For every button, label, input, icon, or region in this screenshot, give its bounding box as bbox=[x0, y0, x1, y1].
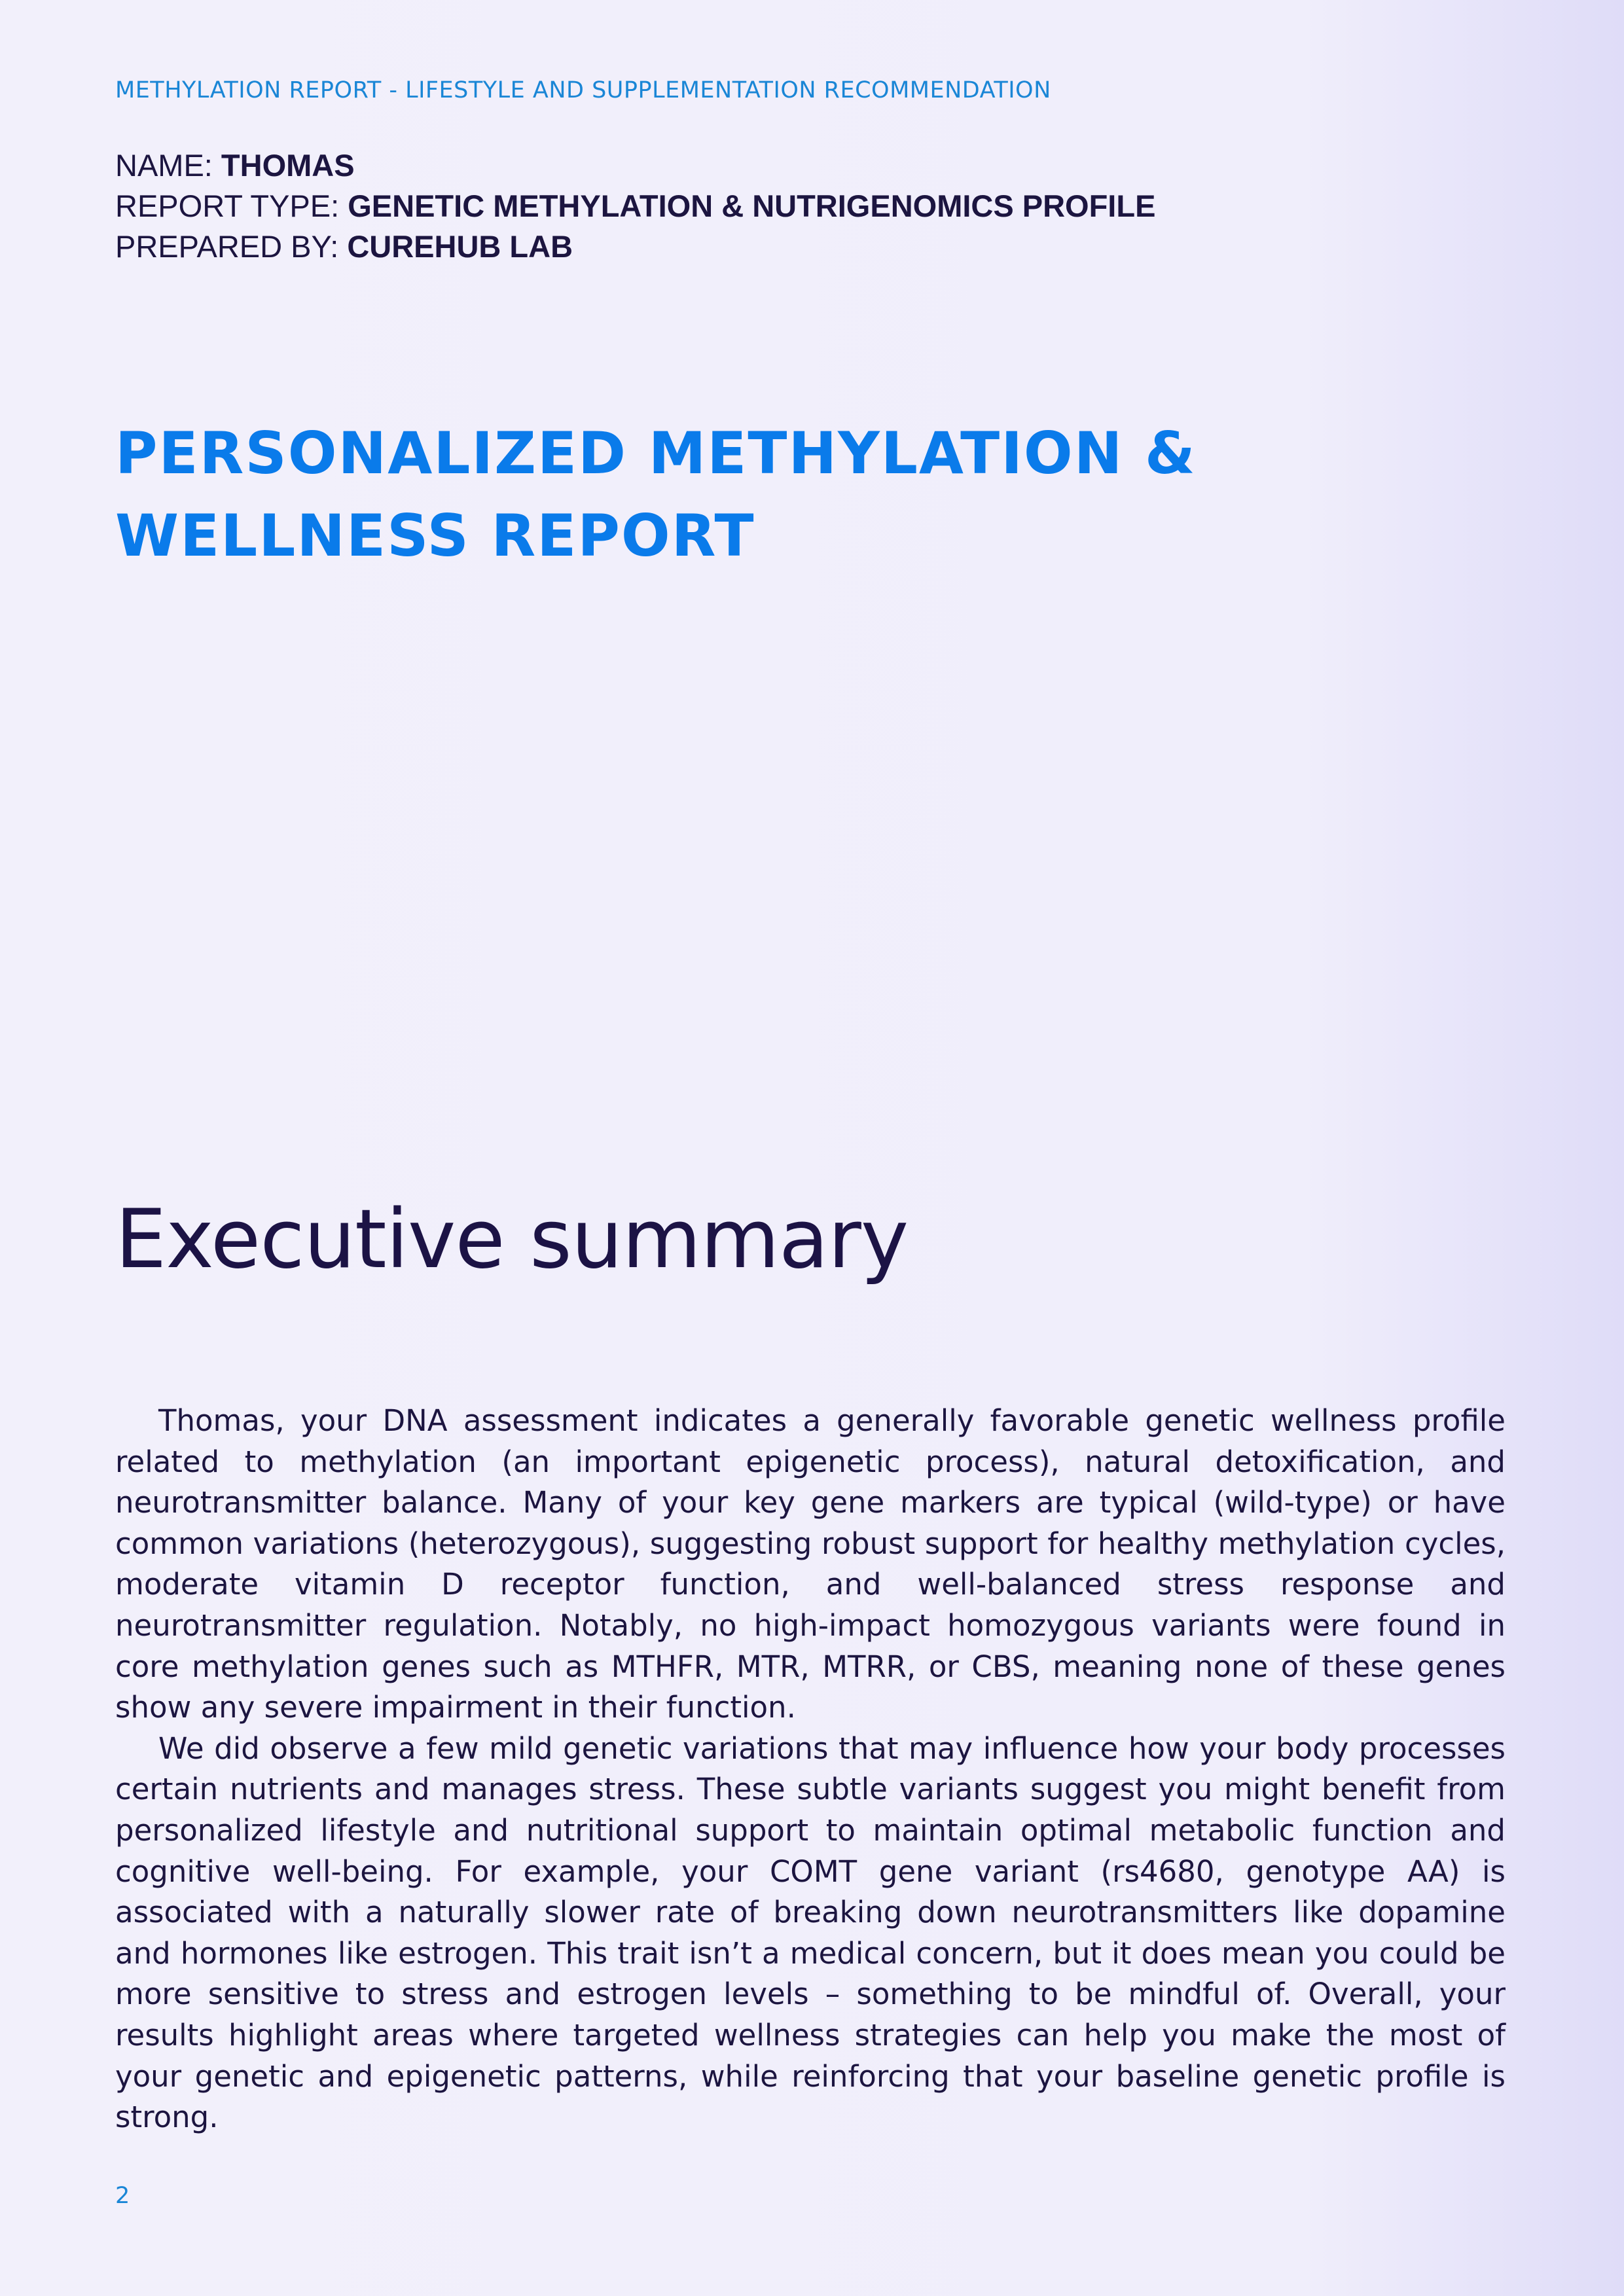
report-meta bbox=[115, 145, 1155, 267]
running-header: METHYLATION REPORT - LIFESTYLE AND SUPPLEMENTATION RECOMMENDATION bbox=[115, 77, 1051, 103]
meta-name-value: THOMAS bbox=[221, 148, 355, 183]
meta-report-type-value: GENETIC METHYLATION & NUTRIGENOMICS PROFILE bbox=[348, 188, 1156, 223]
page-number: 2 bbox=[115, 2183, 130, 2209]
meta-report-type-label: REPORT TYPE: bbox=[115, 188, 348, 223]
summary-paragraph-1: Thomas, your DNA assessment indicates a generally favorable genetic wellness profile related to methylation (an important epigenetic process), natural detoxification, and neurotransmitter balance. Many of your key gene markers are typical (wild-type) or have common variations (heterozygous), suggesting robust support for healthy methylation cycles, moderate vitamin D receptor function, and well-balanced stress response and neurotransmitter regulation. Notably, no high-impact homozygous variants were found in core methylation genes such as MTHFR, MTR, MTRR, or CBS, meaning none of these genes show any severe impairment in their function. bbox=[115, 1403, 1506, 1725]
meta-prepared-by-label: PREPARED BY: bbox=[115, 229, 348, 264]
meta-name-label: NAME: bbox=[115, 148, 221, 183]
executive-summary-body bbox=[115, 1401, 1506, 2138]
meta-prepared-by-value: CUREHUB LAB bbox=[347, 229, 573, 264]
report-title-line-2: WELLNESS REPORT bbox=[115, 502, 755, 569]
meta-prepared-by-row bbox=[115, 226, 1155, 267]
meta-name-row bbox=[115, 145, 1155, 186]
summary-paragraph-2: We did observe a few mild genetic variations that may influence how your body processes certain nutrients and manages stress. These subtle variants suggest you might benefit from personalized lifestyle and nutritional support to maintain optimal metabolic function and cognitive well-being. For example, your COMT gene variant (rs4680, genotype AA) is associated with a naturally slower rate of breaking down neurotransmitters like dopamine and hormones like estrogen. This trait isn’t a medical concern, but it does mean you could be more sensitive to stress and estrogen levels – something to be mindful of. Overall, your results highlight areas where targeted wellness strategies can help you make the most of your genetic and epigenetic patterns, while reinforcing that your baseline genetic profile is strong. bbox=[115, 1731, 1506, 2135]
report-title bbox=[115, 412, 1424, 577]
report-title-line-1: PERSONALIZED METHYLATION & bbox=[115, 420, 1197, 487]
meta-report-type-row bbox=[115, 186, 1155, 226]
section-heading: Executive summary bbox=[115, 1193, 909, 1287]
